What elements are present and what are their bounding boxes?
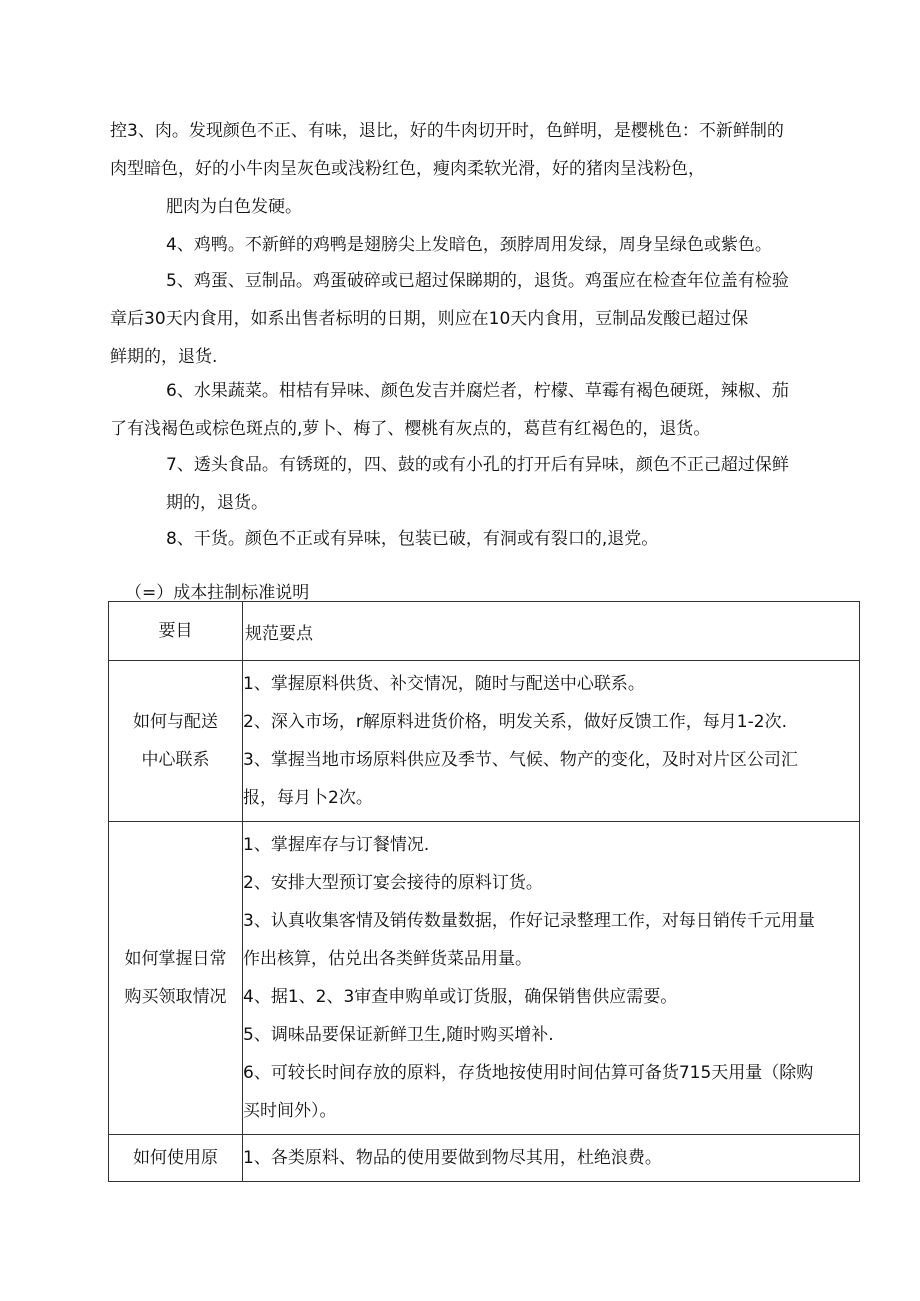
row-label-line: 中心联系 <box>141 750 210 770</box>
list-item: 2、深入市场，r解原料进货价格，明发关系，做好反馈工作，每月1-2次. <box>243 712 787 732</box>
row-label-line: 购买领取情况 <box>124 987 227 1007</box>
text-line: 4、鸡鸭。不新鲜的鸡鸭是翅膀尖上发暗色，颈脖周用发绿，周身呈绿色或紫色。 <box>166 235 772 255</box>
text-line: 控3、肉。发现颜色不正、有味，退比，好的牛肉切开时，色鲜明，是樱桃色：不新鲜制的 <box>110 121 784 141</box>
list-item-continuation: 买时间外）。 <box>243 1101 337 1121</box>
table-header-row <box>109 602 860 661</box>
row-label <box>109 1135 243 1182</box>
text-line: 5、鸡蛋、豆制品。鸡蛋破碎或已超过保睇期的，退货。鸡蛋应在检查年位盖有检验 <box>166 271 789 291</box>
table-row <box>109 1135 860 1182</box>
table-row <box>109 661 860 822</box>
list-item: 1、掌握原料供货、补交情况，随时与配送中心联系。 <box>243 674 645 694</box>
row-label <box>109 822 243 1135</box>
row-content <box>243 661 860 822</box>
header-cell: 要目 <box>109 602 243 661</box>
text-line: 7、透头食品。有锈斑的，四、鼓的或有小孔的打开后有异味，颜色不正己超过保鲜 <box>166 455 789 475</box>
text-line: 鲜期的，退货. <box>110 347 218 367</box>
paragraph-fruit-veg <box>110 372 862 448</box>
section-title: （=）成本拄制标准说明 <box>125 583 310 603</box>
text-line: 8、干货。颜色不正或有异味，包装已破，有洞或有裂口的,退党。 <box>166 529 659 549</box>
paragraph-poultry <box>110 226 862 264</box>
row-content <box>243 1135 860 1182</box>
list-item: 1、各类原料、物品的使用要做到物尽其用，杜绝浪费。 <box>243 1148 662 1168</box>
standards-table <box>108 601 860 1182</box>
row-label-line: 如何与配送 <box>133 712 218 732</box>
header-cell: 规范要点 <box>243 602 860 661</box>
list-item-continuation: 作出核算，估兑出各类鲜货菜品用量。 <box>243 949 532 969</box>
paragraph-meat <box>110 112 862 226</box>
list-item: 5、调味品要保证新鲜卫生,随时购买增补. <box>243 1025 554 1045</box>
list-item: 3、掌握当地市场原料供应及季节、气候、物产的变化，及时对片区公司汇 <box>243 750 798 770</box>
paragraph-eggs-tofu <box>110 262 862 376</box>
text-line: 肥肉为白色发硬。 <box>166 197 302 217</box>
row-label-line: 如何掌握日常 <box>124 949 227 969</box>
list-item-continuation: 报，每月卜2次。 <box>243 788 373 808</box>
table-row <box>109 822 860 1135</box>
list-item: 2、安排大型预订宴会接待的原料订货。 <box>243 873 543 893</box>
list-item: 6、可较长时间存放的原料，存货地按使用时间估算可备货715天用量（除购 <box>243 1063 814 1083</box>
row-label-line: 如何使用原 <box>133 1148 218 1168</box>
row-content <box>243 822 860 1135</box>
paragraph-dry-goods <box>110 520 862 558</box>
list-item: 3、认真收集客情及销传数量数据，作好记录整理工作，对每日销传千元用量 <box>243 911 815 931</box>
text-line: 6、水果蔬菜。柑桔有异味、颜色发吉并腐烂者，柠檬、草霉有褐色硬斑，辣椒、茄 <box>166 381 789 401</box>
list-item: 1、掌握库存与订餐情况. <box>243 835 430 855</box>
list-item: 4、据1、2、3审查申购单或订货服，确保销售供应需要。 <box>243 987 678 1007</box>
text-line: 肉型暗色，好的小牛肉呈灰色或浅粉红色，瘦肉柔软光滑，好的猪肉呈浅粉色， <box>110 159 705 179</box>
row-label <box>109 661 243 822</box>
text-line: 期的，退货。 <box>166 493 268 513</box>
text-line: 了有浅褐色或棕色斑点的,萝卜、梅了、樱桃有灰点的，葛苣有红褐色的，退货。 <box>110 419 711 439</box>
paragraph-canned <box>110 446 862 522</box>
text-line: 章后30天内食用，如系出售者标明的日期，则应在10天内食用，豆制品发酸已超过保 <box>110 309 749 329</box>
